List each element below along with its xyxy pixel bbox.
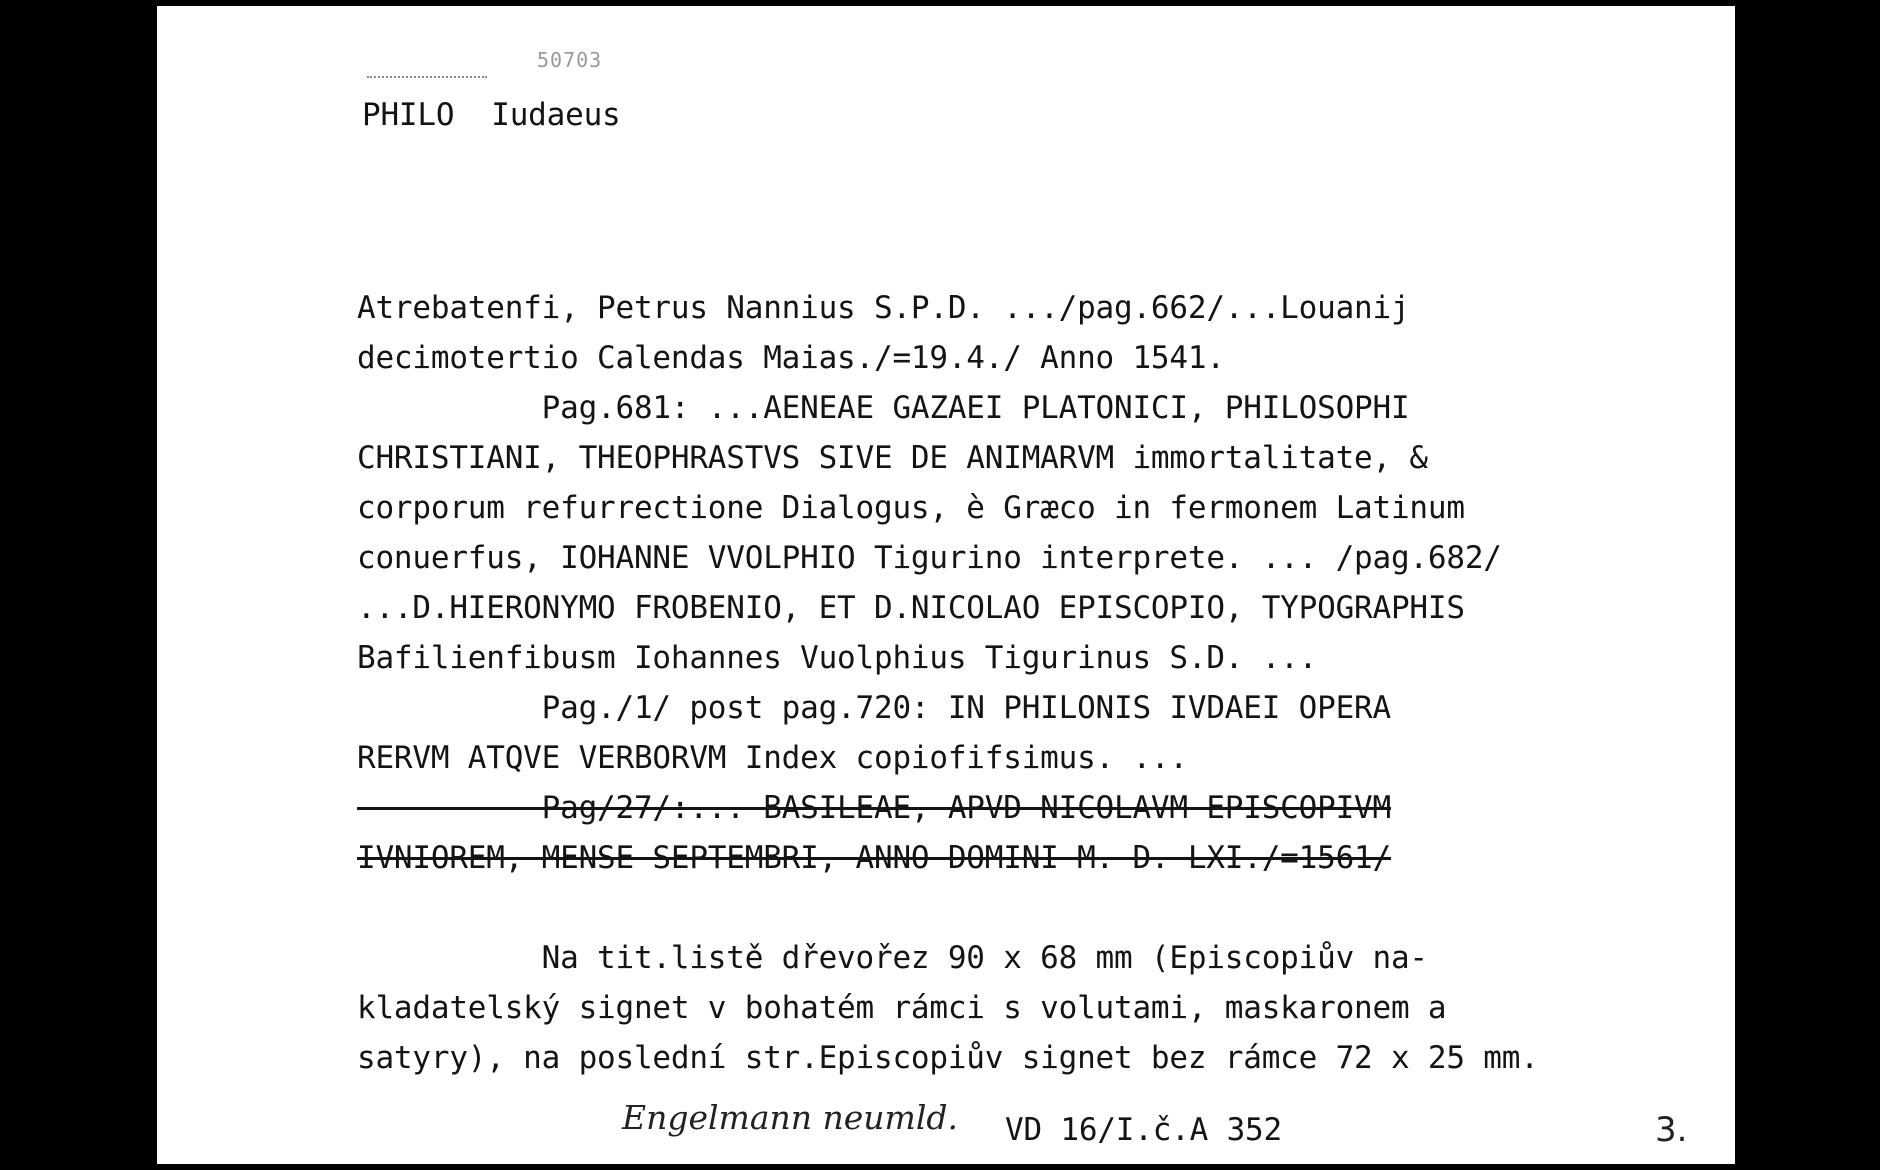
text-line: ...D.HIERONYMO FROBENIO, ET D.NICOLAO EPISCOPIO, TYPOGRAPHIS	[357, 590, 1465, 626]
card-header: PHILO Iudaeus	[362, 97, 621, 133]
text-line: conuerfus, IOHANNE VVOLPHIO Tigurino interprete. ... /pag.682/	[357, 540, 1502, 576]
text-line: Pag.681: ...AENEAE GAZAEI PLATONICI, PHILOSOPHI	[357, 390, 1410, 426]
text-line: Atrebatenfi, Petrus Nannius S.P.D. .../pag.662/...Louanij	[357, 290, 1410, 326]
text-line: RERVM ATQVE VERBORVM Index copiofifsimus. ...	[357, 740, 1188, 776]
text-line: Pag./1/ post pag.720: IN PHILONIS IVDAEI OPERA	[357, 690, 1391, 726]
catalog-card	[157, 6, 1735, 1164]
note-line: satyry), na poslední str.Episcopiův signet bez rámce 72 x 25 mm.	[357, 1040, 1539, 1076]
text-line: Bafilienfibusm Iohannes Vuolphius Tigurinus S.D. ...	[357, 640, 1318, 676]
text-line: decimotertio Calendas Maias./=19.4./ Anno 1541.	[357, 340, 1225, 376]
struck-text-line: Pag/27/:... BASILEAE, APVD NICOLAVM EPISCOPIVM	[357, 790, 1391, 826]
struck-text-line: IVNIOREM, MENSE SEPTEMBRI, ANNO DOMINI M. D. LXI./=1561/	[357, 840, 1391, 876]
note-line: Na tit.listě dřevořez 90 x 68 mm (Episcopiův na-	[357, 940, 1428, 976]
handwritten-note: Engelmann neumld.	[622, 1098, 959, 1137]
bibliographic-reference: VD 16/I.č.A 352	[1005, 1112, 1282, 1148]
ink-stamp: 50703	[537, 48, 603, 72]
note-line: kladatelský signet v bohatém rámci s volutami, maskaronem a	[357, 990, 1447, 1026]
text-line: CHRISTIANI, THEOPHRASTVS SIVE DE ANIMARVM immortalitate, &	[357, 440, 1428, 476]
text-line: corporum refurrectione Dialogus, è Græco in fermonem Latinum	[357, 490, 1465, 526]
page-number: 3.	[1655, 1110, 1688, 1150]
dotted-rule	[367, 76, 487, 80]
